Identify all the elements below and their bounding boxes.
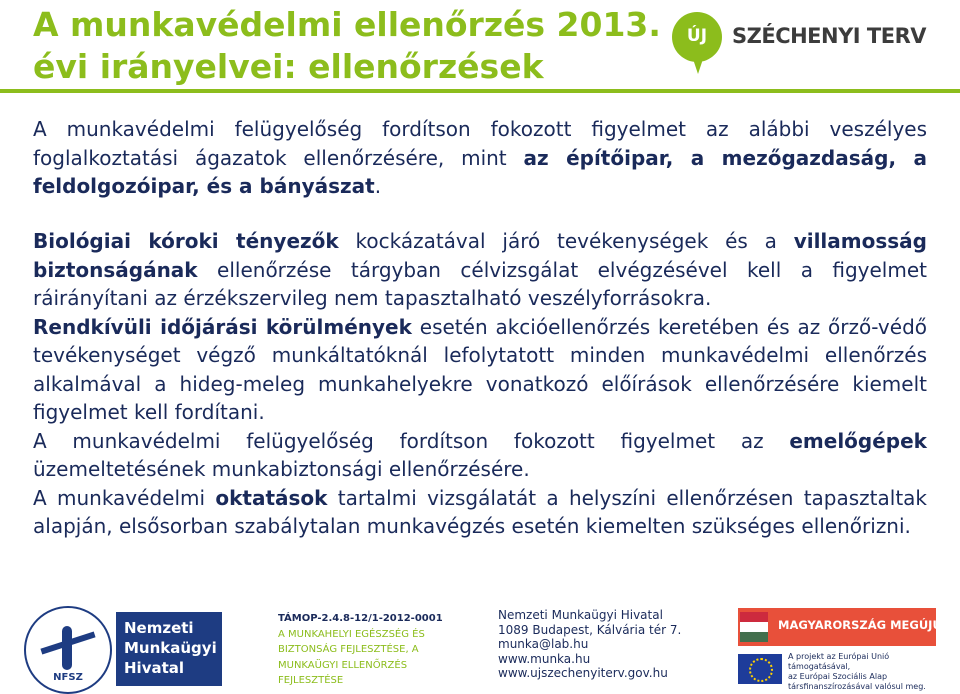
nfsz-name-1: Nemzeti: [124, 619, 194, 637]
paragraph-lifting: [33, 427, 927, 484]
tamop-line-1: A MUNKAHELYI EGÉSZSÉG ÉS: [278, 628, 425, 640]
logo-name: SZÉCHENYI TERV: [732, 24, 927, 48]
p3-text: esetén akcióellenőrzés keretében és az őrző-védő tevékenységet végző munkáltatóknál lefolytatott minden munkavédelmi ellenőrzés alkalmával a hideg-meleg munkahelyekre vonatkozó előírások ellenőrzésére kiemelt figyelmet kell fordítani.: [33, 314, 927, 424]
magyarorszag-megujul-logo: [738, 608, 950, 646]
contact-address: 1089 Budapest, Kálvária tér 7.: [498, 622, 682, 637]
mm-text: MAGYARORSZÁG MEGÚJUL: [778, 618, 950, 632]
nfsz-emblem-icon: [24, 606, 112, 694]
tamop-line-4: FEJLESZTÉSE: [278, 675, 344, 686]
eu-logo: [738, 652, 952, 690]
contact-org: Nemzeti Munkaügyi Hivatal: [498, 608, 663, 622]
tamop-code: TÁMOP-2.4.8-12/1-2012-0001: [278, 613, 443, 624]
header-divider: [0, 89, 960, 93]
paragraph-biological: [33, 227, 927, 313]
p5-text-1: A munkavédelmi: [33, 485, 216, 510]
paragraph-weather: [33, 313, 927, 427]
p2-text-2: ellenőrzése tárgyban célvizsgálat elvégzésével kell a figyelmet ráirányítani az érzékszervileg nem tapasztalható veszélyforrásokra.: [33, 257, 927, 310]
nfsz-logo: [24, 606, 224, 692]
footer: [0, 602, 960, 694]
p1-bold-sectors: az építőipar, a mezőgazdaság, a feldolgozóipar, és a bányászat: [33, 145, 927, 198]
eu-line-3: társfinanszírozásával valósul meg.: [788, 682, 926, 691]
nfsz-abbr: NFSZ: [53, 672, 83, 683]
p1-text: A munkavédelmi felügyelőség fordítson fokozott figyelmet az alábbi veszélyes foglalkoztatási ágazatok ellenőrzésére, mint: [33, 117, 927, 170]
p2-bold-2: villamosság biztonságának: [33, 229, 927, 282]
p1-end: .: [374, 174, 382, 198]
contact-email[interactable]: munka@lab.hu: [498, 637, 589, 651]
hungarian-flag-icon: [740, 612, 768, 642]
logo-uj-text: ÚJ: [686, 26, 708, 46]
nfsz-name-3: Hivatal: [124, 659, 185, 677]
tamop-block: [278, 611, 443, 689]
szechenyi-terv-logo: [672, 8, 927, 78]
p3-bold: Rendkívüli időjárási körülmények: [33, 314, 412, 339]
p4-text-2: üzemeltetésének munkabiztonsági ellenőrzésére.: [33, 457, 530, 481]
nfsz-name-box: [116, 612, 222, 686]
eu-flag-icon: [738, 654, 782, 684]
p5-text-2: tartalmi vizsgálatát a helyszíni ellenőrzésen tapasztaltak alapján, elsősorban szabálytalan munkavégzés esetén kiemelten szükséges ellenőrizni.: [33, 485, 927, 538]
contact-web-1[interactable]: www.munka.hu: [498, 651, 591, 666]
p2-bold-1: Biológiai kóroki tényezők: [33, 229, 339, 253]
nfsz-name-2: Munkaügyi: [124, 639, 217, 657]
tamop-line-2: BIZTONSÁG FEJLESZTÉSE, A: [278, 644, 419, 655]
p4-bold: emelőgépek: [789, 428, 927, 453]
eu-line-1: A projekt az Európai Unió támogatásával,: [788, 652, 890, 671]
title-line-2: évi irányelvei: ellenőrzések: [33, 47, 544, 86]
slide-title: [33, 4, 673, 88]
title-line-1: A munkavédelmi ellenőrzés 2013.: [33, 5, 661, 44]
p2-text-1: kockázatával járó tevékenységek és a: [338, 229, 794, 253]
paragraphs-main: [33, 227, 927, 541]
paragraph-sectors: [33, 115, 927, 201]
contact-web-2[interactable]: www.ujszechenyiterv.gov.hu: [498, 666, 668, 680]
paragraph-training: [33, 484, 927, 541]
eu-text: [788, 652, 952, 692]
p5-bold: oktatások: [215, 485, 328, 510]
p4-text-1: A munkavédelmi felügyelőség fordítson fokozott figyelmet az: [33, 428, 790, 453]
contact-block: [498, 608, 681, 681]
eu-line-2: az Európai Szociális Alap: [788, 672, 888, 681]
tamop-line-3: MUNKAÜGYI ELLENŐRZÉS: [278, 659, 408, 671]
